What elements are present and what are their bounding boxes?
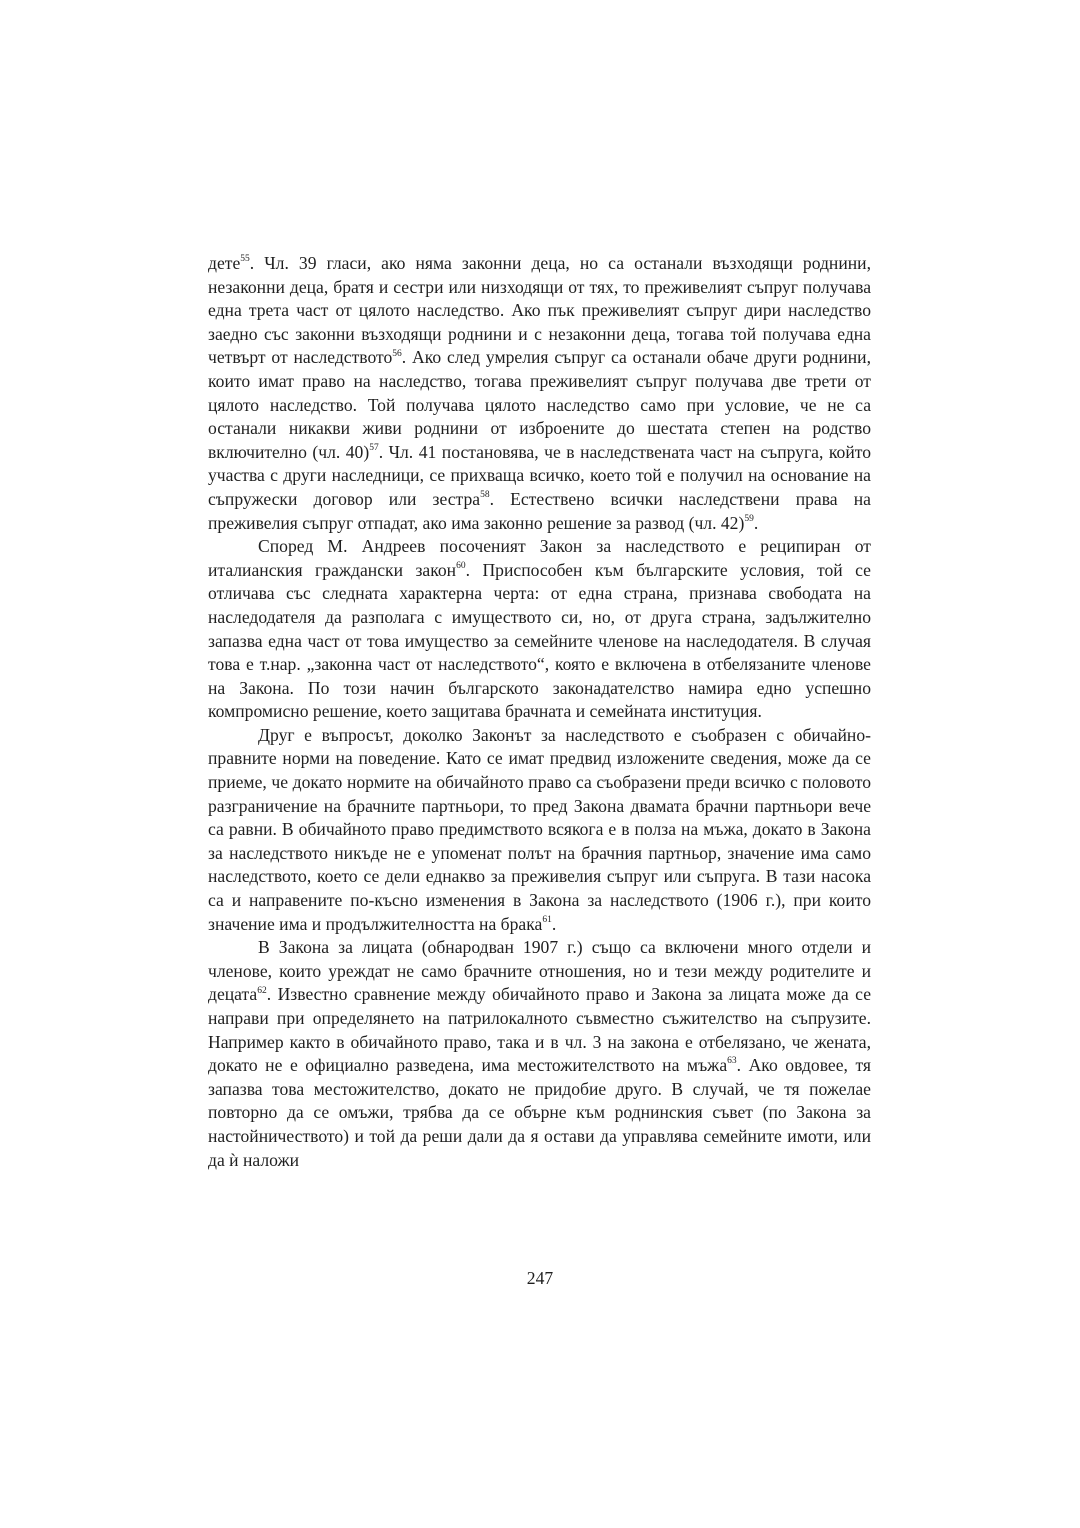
paragraph-text: . Чл. 41 постановява, че в наследствената част на съпруга, който участва с други наследници, се прихваща всичко, което той е получил на основание на съпружески договор или зестра <box>208 441 872 509</box>
paragraph-text: . Естествено всички наследствени права на преживелия съпруг отпадат, ако има законно решение за развод (чл. 42) <box>208 488 871 533</box>
paragraph-text: Друг е въпросът, доколко Законът за наследството е съобразен с обичайно-правните норми на поведение. Като се имат предвид изложените сведения, може да се приеме, че докато нормите на обичайното право са съобразени преди всичко с половото разграничение на брачните партньори, то пред Закона двамата брачни партньори вече са равни. В обичайното право предимството всякога е в полза на мъжа, докато в Закона за наследството никъде не е упоменат полът на брачния партньор, значение има само наследството, което се дели еднакво за преживелия съпруг или съпруга. В тази насока са и направените по-късно изменения в Закона за наследството (1906 г.), при които значение има и продължителността на брака <box>208 724 871 934</box>
paragraph-text: . Известно сравнение между обичайното право и Закона за лицата може да се направи при определянето на патрилокалното съвместно съжителство на съпрузите. Например както в обичайното право, така и в чл. 3 на закона е отбелязано, че жената, докато не е официално разведена, има местожителството на мъжа <box>208 984 871 1076</box>
paragraph <box>208 535 871 724</box>
paragraph-text: В Закона за лицата (обнародван 1907 г.) също са включени много отдели и членове, които уреждат не само брачните отношения, но и тези между родителите и децата <box>208 937 871 1005</box>
footnote-marker: 62 <box>257 985 267 996</box>
footnote-marker: 63 <box>727 1056 737 1067</box>
paragraph-text: Според М. Андреев посоченият Закон за наследството е реципиран от италианския граждански закон <box>208 536 871 580</box>
paragraph <box>208 936 871 1172</box>
footnote-marker: 56 <box>392 348 402 359</box>
footnote-marker: 57 <box>369 442 379 453</box>
paragraph-text: . Ако след умрелия съпруг са останали обаче други роднини, които имат право на наследство, тогава преживелият съпруг получава две трети от цялото наследство. Той получава цялото наследство само при условие, че не са останали никакви живи роднини от изброените до шестата степен на родство включително (чл. 40) <box>208 347 871 462</box>
paragraph <box>208 724 871 936</box>
paragraph <box>208 252 871 535</box>
footnote-marker: 60 <box>456 560 466 571</box>
paragraph-text: дете <box>208 253 241 273</box>
footnote-marker: 59 <box>744 513 754 524</box>
paragraph-text: . Чл. 39 гласи, ако няма законни деца, но са останали възходящи роднини, незаконни деца, братя и сестри или низходящи от тях, то преживелият съпруг получава една трета част от цялото наследство. Ако пък преживелият съпруг дири наследство заедно със законни възходящи роднини и с незаконни деца, тогава той получава една четвърт от наследството <box>208 253 871 368</box>
footnote-marker: 55 <box>240 254 250 265</box>
paragraph-text: . <box>753 512 759 533</box>
page-number: 247 <box>526 1268 554 1288</box>
paragraph-text: . <box>551 913 557 934</box>
paragraph-text: . Ако овдовее, тя запазва това местожителство, докато не придобие друго. В случай, че тя пожелае повторно да се омъжи, трябва да се обърне към роднинския съвет (по Закона за настойничеството) и той да реши дали да я остави да управлява семейните имоти, или да ѝ наложи <box>208 1055 872 1170</box>
footnote-marker: 58 <box>480 490 490 501</box>
footnote-marker: 61 <box>542 914 552 925</box>
paragraph-text: . Приспособен към българските условия, той се отличава със следната характерна черта: от една страна, признава свободата на наследодателя да разполага с имуществото си, но, от друга страна, задължително запазва една част от това имущество за семейните членове на наследодателя. В случая това е т.нар. „законна част от наследството“, която е включена в отбелязаните членове на Закона. По този начин българското законадателство намира едно успешно компромисно решение, което защитава брачната и семейната институция. <box>208 559 871 722</box>
page-body <box>208 252 871 1172</box>
